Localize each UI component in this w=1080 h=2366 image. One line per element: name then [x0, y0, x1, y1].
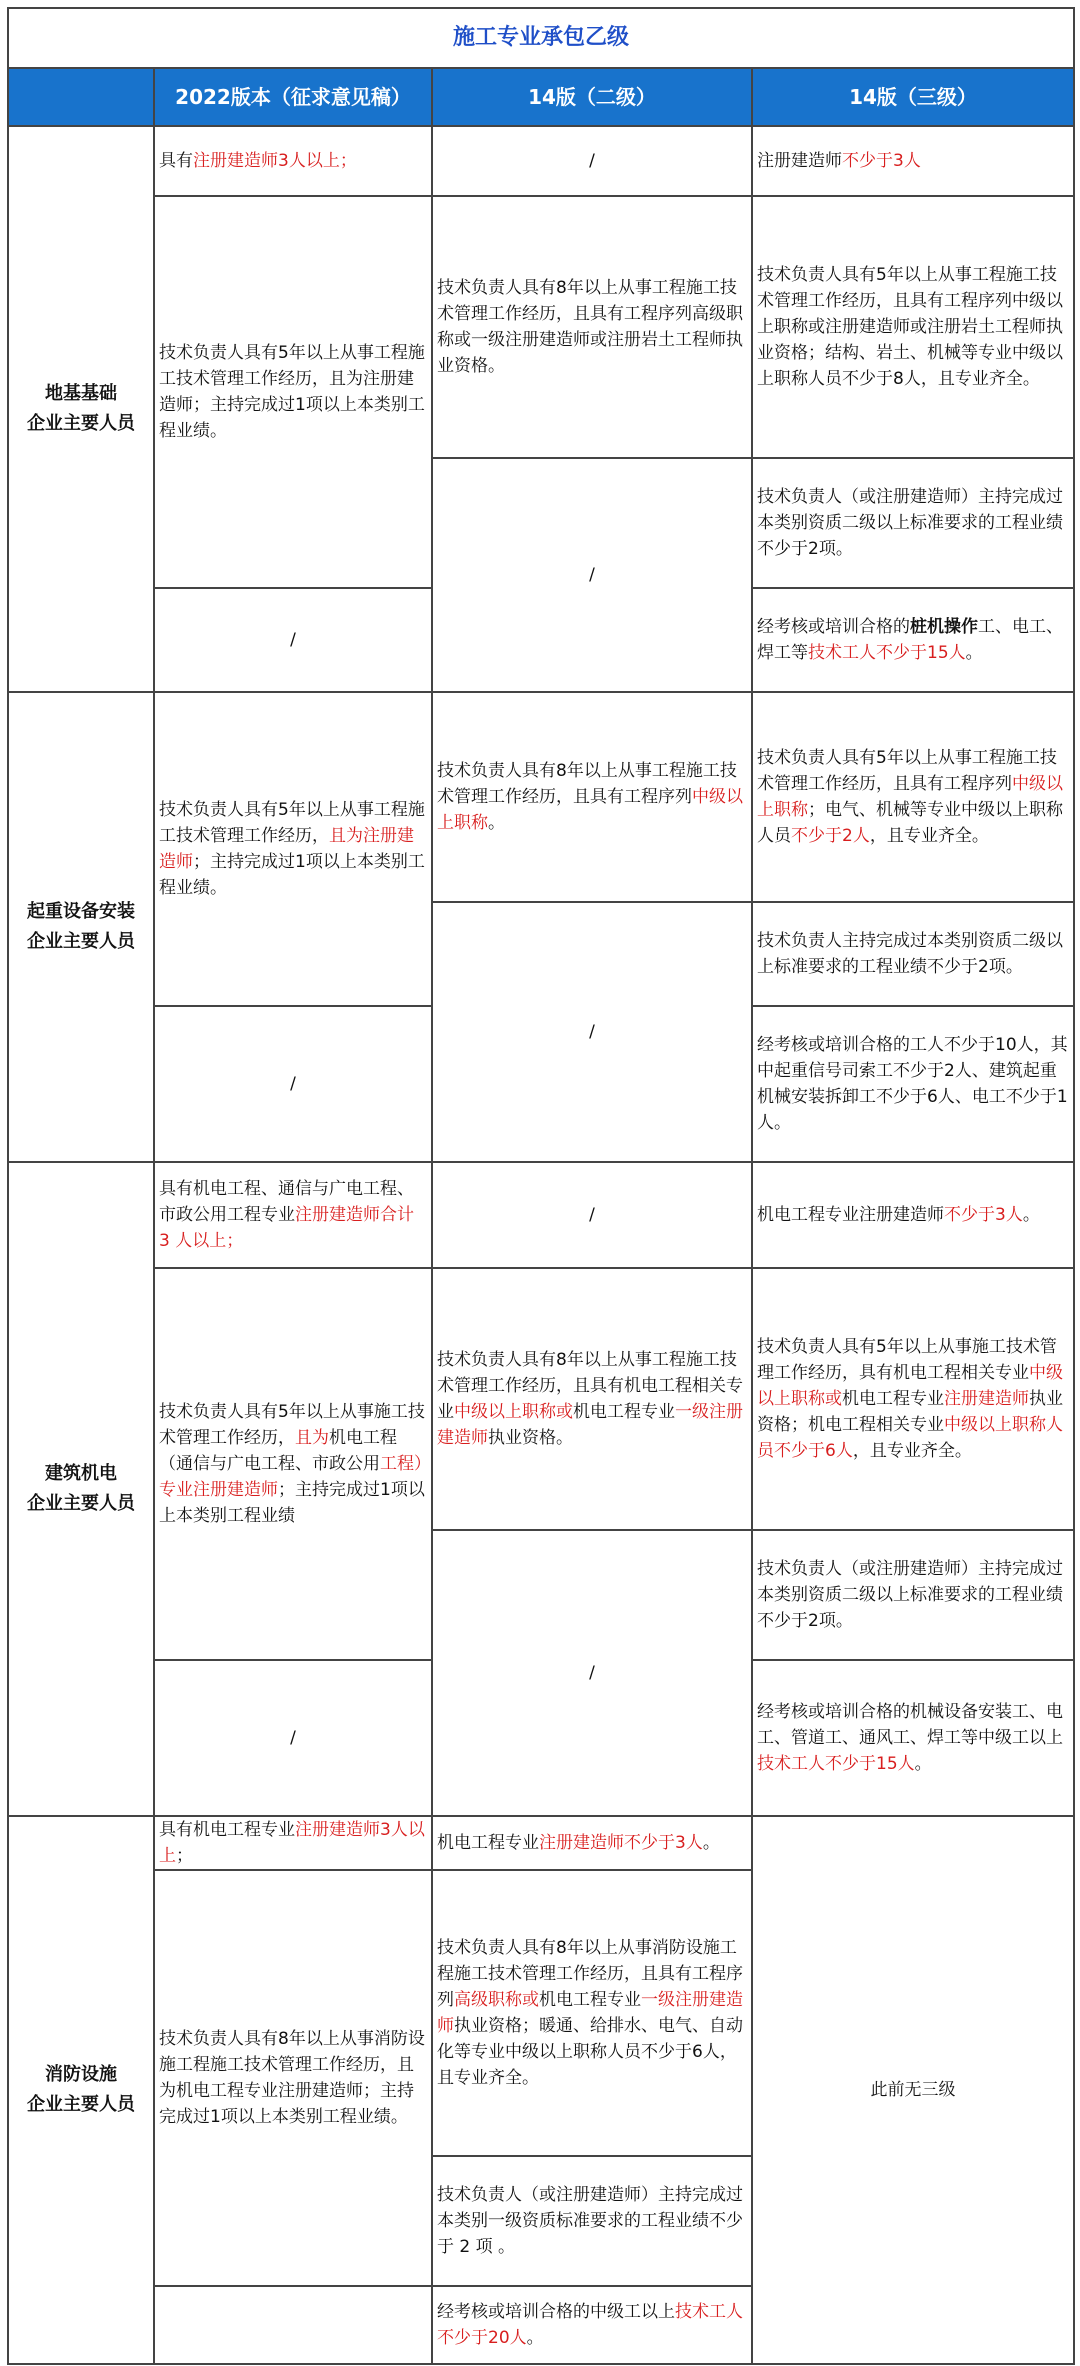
- xiaofang-2022-blank: [154, 2286, 432, 2364]
- diji-2022-slash: /: [154, 588, 432, 692]
- xiaofang-g3-none: 此前无三级: [752, 1816, 1074, 2364]
- xiaofang-g2-workers: 经考核或培训合格的中级工以上技术工人不少于20人。: [432, 2286, 752, 2364]
- category-jidian: 建筑机电 企业主要人员: [8, 1162, 154, 1816]
- category-qizhong: 起重设备安装 企业主要人员: [8, 692, 154, 1162]
- qizhong-g2-tech-lead: 技术负责人具有8年以上从事工程施工技术管理工作经历，且具有工程序列中级以上职称。: [432, 692, 752, 902]
- xiaofang-g2-tech-lead: 技术负责人具有8年以上从事消防设施工程施工技术管理工作经历，且具有工程序列高级职称或机电工程专业一级注册建造师执业资格；暖通、给排水、电气、自动化等专业中级以上职称人员不少于6人，且专业齐全。: [432, 1870, 752, 2156]
- jidian-2022-tech-lead: 技术负责人具有5年以上从事施工技术管理工作经历，且为机电工程（通信与广电工程、市政公用工程）专业注册建造师；主持完成过1项以上本类别工程业绩: [154, 1268, 432, 1660]
- header-14-grade3: 14版（三级）: [752, 68, 1074, 126]
- jidian-g3-tech-lead: 技术负责人具有5年以上从事施工技术管理工作经历，具有机电工程相关专业中级以上职称或机电工程专业注册建造师执业资格；机电工程相关专业中级以上职称人员不少于6人，且专业齐全。: [752, 1268, 1074, 1530]
- diji-g2-tech-lead: 技术负责人具有8年以上从事工程施工技术管理工作经历，且具有工程序列高级职称或一级注册建造师或注册岩土工程师执业资格。: [432, 196, 752, 458]
- diji-g2-slash: /: [432, 126, 752, 196]
- qizhong-2022-tech-lead: 技术负责人具有5年以上从事工程施工技术管理工作经历，且为注册建造师；主持完成过1项以上本类别工程业绩。: [154, 692, 432, 1006]
- qizhong-g3-workers: 经考核或培训合格的工人不少于10人，其中起重信号司索工不少于2人、建筑起重机械安装拆卸工不少于6人、电工不少于1人。: [752, 1006, 1074, 1162]
- jidian-2022-registered: 具有机电工程、通信与广电工程、市政公用工程专业注册建造师合计 3 人以上；: [154, 1162, 432, 1268]
- qizhong-g2-slash: /: [432, 902, 752, 1162]
- header-blank: [8, 68, 154, 126]
- jidian-g2-slash: /: [432, 1162, 752, 1268]
- xiaofang-2022-registered: 具有机电工程专业注册建造师3人以上；: [154, 1816, 432, 1870]
- qizhong-2022-slash: /: [154, 1006, 432, 1162]
- diji-2022-tech-lead: 技术负责人具有5年以上从事工程施工技术管理工作经历，且为注册建造师；主持完成过1项以上本类别工程业绩。: [154, 196, 432, 588]
- diji-g3-performance: 技术负责人（或注册建造师）主持完成过本类别资质二级以上标准要求的工程业绩不少于2项。: [752, 458, 1074, 588]
- xiaofang-2022-tech-lead: 技术负责人具有8年以上从事消防设施工程施工技术管理工作经历，且为机电工程专业注册建造师；主持完成过1项以上本类别工程业绩。: [154, 1870, 432, 2286]
- jidian-g2-slash-2: /: [432, 1530, 752, 1816]
- diji-g2-slash-2: /: [432, 458, 752, 692]
- header-2022: 2022版本（征求意见稿）: [154, 68, 432, 126]
- diji-g3-workers: 经考核或培训合格的桩机操作工、电工、焊工等技术工人不少于15人。: [752, 588, 1074, 692]
- qizhong-g3-performance: 技术负责人主持完成过本类别资质二级以上标准要求的工程业绩不少于2项。: [752, 902, 1074, 1006]
- qualification-table: [7, 7, 1075, 2365]
- jidian-2022-slash: /: [154, 1660, 432, 1816]
- category-diji: 地基基础 企业主要人员: [8, 126, 154, 692]
- diji-g3-tech-lead: 技术负责人具有5年以上从事工程施工技术管理工作经历，且具有工程序列中级以上职称或注册建造师或注册岩土工程师执业资格；结构、岩土、机械等专业中级以上职称人员不少于8人，且专业齐全。: [752, 196, 1074, 458]
- jidian-g3-performance: 技术负责人（或注册建造师）主持完成过本类别资质二级以上标准要求的工程业绩不少于2项。: [752, 1530, 1074, 1660]
- xiaofang-g2-performance: 技术负责人（或注册建造师）主持完成过本类别一级资质标准要求的工程业绩不少于 2 项 。: [432, 2156, 752, 2286]
- diji-g3-registered: 注册建造师不少于3人: [752, 126, 1074, 196]
- qizhong-g3-tech-lead: 技术负责人具有5年以上从事工程施工技术管理工作经历，且具有工程序列中级以上职称；电气、机械等专业中级以上职称人员不少于2人，且专业齐全。: [752, 692, 1074, 902]
- jidian-g2-tech-lead: 技术负责人具有8年以上从事工程施工技术管理工作经历，且具有机电工程相关专业中级以上职称或机电工程专业一级注册建造师执业资格。: [432, 1268, 752, 1530]
- category-xiaofang: 消防设施 企业主要人员: [8, 1816, 154, 2364]
- diji-2022-registered: 具有注册建造师3人以上；: [154, 126, 432, 196]
- jidian-g3-workers: 经考核或培训合格的机械设备安装工、电工、管道工、通风工、焊工等中级工以上技术工人不少于15人。: [752, 1660, 1074, 1816]
- header-14-grade2: 14版（二级）: [432, 68, 752, 126]
- table-title: 施工专业承包乙级: [8, 8, 1074, 68]
- xiaofang-g2-registered: 机电工程专业注册建造师不少于3人。: [432, 1816, 752, 1870]
- jidian-g3-registered: 机电工程专业注册建造师不少于3人。: [752, 1162, 1074, 1268]
